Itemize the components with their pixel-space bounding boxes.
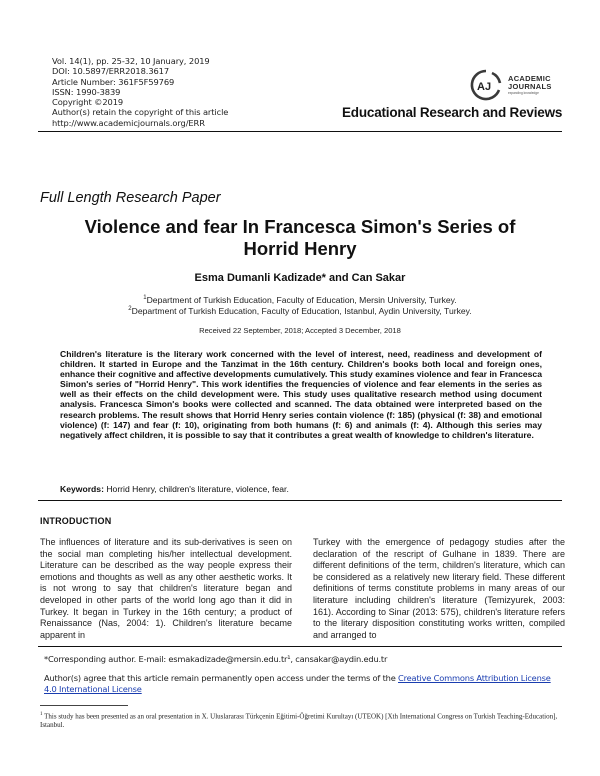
footnote xyxy=(40,710,560,730)
keywords-list: Horrid Henry, children's literature, violence, fear. xyxy=(106,484,289,494)
logo-tagline: expanding knowledge xyxy=(508,91,539,95)
intro-column-1: The influences of literature and its sub-derivatives is seen on the social man completing his/her intellectual development. Literature can be described as the way people express their emotions and thoughts as well as any other aesthetic works. It is not wrong to say that children's literature began and developed in other parts of the world long ago than it did in Turkey. It began in Turkey in the 16th century; a product of Renaissance (Nas, 2004: 1). Children's literature became apparent in xyxy=(40,537,292,640)
logo-wordmark xyxy=(508,75,552,96)
authors: Esma Dumanli Kadizade* and Can Sakar xyxy=(194,272,406,284)
affiliation-1-sup: 1 xyxy=(143,295,147,302)
footnote-sup: 1 xyxy=(40,712,43,717)
title-line-2: Horrid Henry xyxy=(243,238,357,259)
paper-type: Full Length Research Paper xyxy=(40,190,221,206)
keywords xyxy=(60,484,289,494)
intro-column-2: Turkey with the emergence of pedagogy studies after the declaration of the rescript of Gulhane in 1839. There are different definitions of the term, children's literature, which can be considered as a relatively new literary field. These different definitions of terms constitute problems in many areas of our literature including children's literature (Temizyurek, 2003: 161). According to Sinar (2013: 575), children's literature refers to the literary disposition constituting works written, compiled and arranged to xyxy=(313,537,565,640)
abstract: Children's literature is the literary work concerned with the level of interest, need, readiness and development of children. It started in Europe and the Tanzimat in the 16th century. Children's books both local and foreign ones, enhance their cognitive and affective developments cumulatively. This study examines violence and fear in Francesca Simon's series of "Horrid Henry". This work identifies the frequencies of violence and fear elements in the series as well as their effects on the child development were. This study uses qualitative research method using document analysis. Francesca Simon's books were collected and scanned. The data obtained were interpreted based on the research problems. The result shows that Horrid Henry series contain violence (f: 185) (physical (f: 38) and emotional violence) (f: 147) and fear (f: 10), originating from both humans (f: 6) and animals (f: 4). Although this series may negatively affect children, it is possible to say that it contributes a great wealth of knowledge to children's literature. xyxy=(60,349,542,440)
academic-journals-logo xyxy=(466,68,506,102)
meta-url[interactable]: http://www.academicjournals.org/ERR xyxy=(52,117,205,128)
meta-article-number: Article Number: 361F5F59769 xyxy=(52,76,175,87)
license-notice xyxy=(44,673,564,695)
keywords-label: Keywords: xyxy=(60,484,104,494)
affiliation-2 xyxy=(40,306,560,316)
article-metadata xyxy=(52,56,228,128)
meta-doi: DOI: 10.5897/ERR2018.3617 xyxy=(52,66,170,77)
corresponding-author: *Corresponding author. E-mail: esmakadizade@mersin.edu.tr¹, cansakar@aydin.edu.tr xyxy=(44,654,388,664)
journal-name: Educational Research and Reviews xyxy=(342,105,563,120)
article-title xyxy=(40,216,560,260)
footnote-text: This study has been presented as an oral presentation in X. Uluslararası Türkçenin Eğitimi-Öğretimi Kurultayı (UTEOK) [Xth International Congress on Turkish Teaching-Education], Istanbul. xyxy=(40,712,558,730)
body-rule xyxy=(38,646,562,647)
affiliation-1-text: Department of Turkish Education, Faculty of Education, Mersin University, Turkey. xyxy=(146,295,457,305)
license-link[interactable]: Creative Commons Attribution License 4.0 International License xyxy=(44,673,551,694)
logo-letters: AJ xyxy=(477,81,492,93)
meta-rights: Author(s) retain the copyright of this article xyxy=(52,107,229,118)
meta-copyright: Copyright ©2019 xyxy=(52,97,124,108)
received-dates: Received 22 September, 2018; Accepted 3 December, 2018 xyxy=(199,326,401,335)
abstract-rule xyxy=(38,500,562,501)
license-text: Author(s) agree that this article remain permanently open access under the terms of the xyxy=(44,673,399,683)
logo-line1: ACADEMIC xyxy=(508,74,551,83)
meta-volume: Vol. 14(1), pp. 25-32, 10 January, 2019 xyxy=(52,56,210,66)
affiliation-1 xyxy=(40,295,560,305)
affiliation-2-text: Department of Turkish Education, Faculty of Education, Istanbul, Aydin University, Turkey. xyxy=(131,306,472,316)
header-rule xyxy=(38,131,562,132)
introduction-heading: INTRODUCTION xyxy=(40,516,112,526)
affiliation-2-sup: 2 xyxy=(128,306,132,313)
meta-issn: ISSN: 1990-3839 xyxy=(52,86,121,97)
footnote-rule xyxy=(40,705,128,706)
title-line-1: Violence and fear In Francesca Simon's Series of xyxy=(84,216,516,237)
logo-line2: JOURNALS xyxy=(508,82,552,91)
